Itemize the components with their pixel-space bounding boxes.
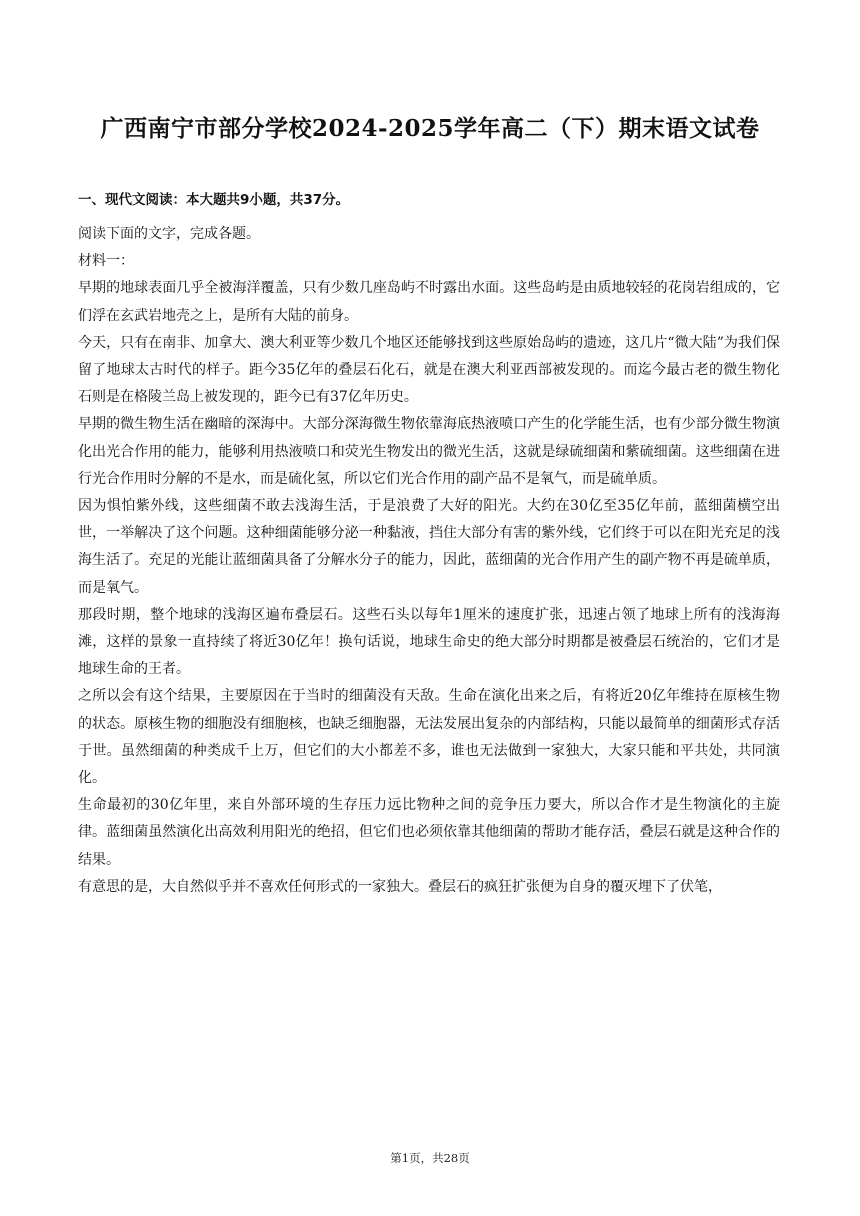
document-title: 广西南宁市部分学校2024-2025学年高二（下）期末语文试卷 — [100, 115, 760, 142]
body-paragraph: 那段时期，整个地球的浅海区遍布叠层石。这些石头以每年1厘米的速度扩张，迅速占领了地球上所有的浅海海滩，这样的景象一直持续了将近30亿年！换句话说，地球生命史的绝大部分时期都是被叠层石统治的，它们才是地球生命的王者。 — [78, 606, 780, 678]
body-paragraph: 之所以会有这个结果，主要原因在于当时的细菌没有天敌。生命在演化出来之后，有将近20亿年维持在原核生物的状态。原核生物的细胞没有细胞核，也缺乏细胞器，无法发展出复杂的内部结构，只能以最简单的细菌形式存活于世。虽然细菌的种类成千上万，但它们的大小都差不多，谁也无法做到一家独大，大家只能和平共处，共同演化。 — [78, 688, 780, 787]
document-body — [78, 188, 780, 901]
instruction-paragraph: 阅读下面的文字，完成各题。 — [78, 226, 260, 242]
body-paragraph: 因为惧怕紫外线，这些细菌不敢去浅海生活，于是浪费了大好的阳光。大约在30亿至35亿年前，蓝细菌横空出世，一举解决了这个问题。这种细菌能够分泌一种黏液，挡住大部分有害的紫外线，它们终于可以在阳光充足的浅海生活了。充足的光能让蓝细菌具备了分解水分子的能力，因此，蓝细菌的光合作用产生的副产物不再是硫单质，而是氧气。 — [78, 498, 780, 596]
body-paragraph: 早期的地球表面几乎全被海洋覆盖，只有少数几座岛屿不时露出水面。这些岛屿是由质地较轻的花岗岩组成的，它们浮在玄武岩地壳之上，是所有大陆的前身。 — [78, 280, 780, 324]
body-paragraph: 有意思的是，大自然似乎并不喜欢任何形式的一家独大。叠层石的疯狂扩张便为自身的覆灭埋下了伏笔， — [78, 878, 722, 895]
body-paragraph: 生命最初的30亿年里，来自外部环境的生存压力远比物种之间的竞争压力要大，所以合作才是生物演化的主旋律。蓝细菌虽然演化出高效利用阳光的绝招，但它们也必须依靠其他细菌的帮助才能存活，叠层石就是这种合作的结果。 — [78, 797, 780, 868]
body-paragraph: 早期的微生物生活在幽暗的深海中。大部分深海微生物依靠海底热液喷口产生的化学能生活，也有少部分微生物演化出光合作用的能力，能够利用热液喷口和荧光生物发出的微光生活，这就是绿硫细菌和紫硫细菌。这些细菌在进行光合作用时分解的不是水，而是硫化氢，所以它们光合作用的副产品不是氧气，而是硫单质。 — [78, 416, 780, 487]
section-heading: 一、现代文阅读：本大题共9小题，共37分。 — [78, 192, 350, 208]
material-label: 材料一： — [78, 253, 134, 270]
page-footer: 第1页，共28页 — [390, 1151, 470, 1165]
body-paragraph: 今天，只有在南非、加拿大、澳大利亚等少数几个地区还能够找到这些原始岛屿的遗迹，这几片“微大陆”为我们保留了地球太古时代的样子。距今35亿年的叠层石化石，就是在澳大利亚西部被发现的。而迄今最古老的微生物化石则是在格陵兰岛上被发现的，距今已有37亿年历史。 — [78, 334, 780, 406]
